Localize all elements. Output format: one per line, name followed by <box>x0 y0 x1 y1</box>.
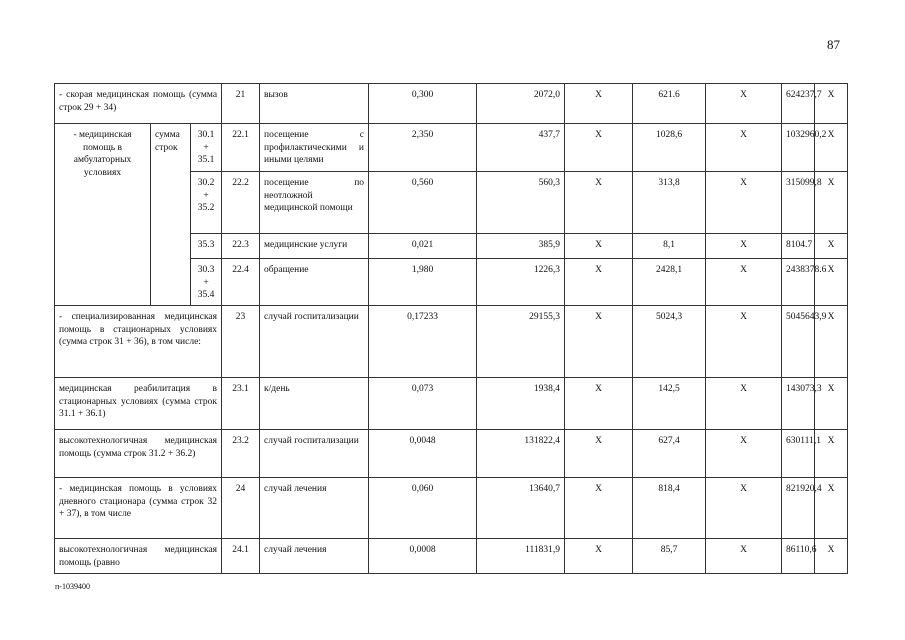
value-cell: 560,3 <box>477 172 565 234</box>
value-cell: 2438378.6 <box>782 259 815 306</box>
x-mark: X <box>565 124 633 172</box>
source-lines: 30.3 + 35.4 <box>191 259 222 306</box>
value-cell: 1938,4 <box>477 378 565 430</box>
unit-cell: вызов <box>260 84 369 124</box>
x-mark: X <box>565 234 633 259</box>
value-cell: 143073,3 <box>782 378 815 430</box>
value-cell: 2428,1 <box>633 259 706 306</box>
row-name: высокотехнологичная медицинская помощь (сумма строк 31.2 + 36.2) <box>55 430 222 478</box>
x-mark: X <box>815 306 848 378</box>
unit-cell: случай госпитализации <box>260 430 369 478</box>
row-number: 23.1 <box>222 378 260 430</box>
source-lines: 35.3 <box>191 234 222 259</box>
value-cell: 142,5 <box>633 378 706 430</box>
row-number: 23 <box>222 306 260 378</box>
source-lines: 30.2 + 35.2 <box>191 172 222 234</box>
value-cell: 0,060 <box>369 478 477 539</box>
value-cell: 0,073 <box>369 378 477 430</box>
table-row <box>55 539 848 574</box>
unit-cell: обращение <box>260 259 369 306</box>
table-row <box>55 124 848 172</box>
x-mark: X <box>815 172 848 234</box>
x-mark: X <box>706 234 782 259</box>
value-cell: 624237,7 <box>782 84 815 124</box>
page-number: 87 <box>827 37 840 52</box>
row-number: 22.3 <box>222 234 260 259</box>
x-mark: X <box>815 124 848 172</box>
value-cell: 5024,3 <box>633 306 706 378</box>
x-mark: X <box>815 378 848 430</box>
value-cell: 8,1 <box>633 234 706 259</box>
value-cell: 437,7 <box>477 124 565 172</box>
value-cell: 86110,6 <box>782 539 815 574</box>
unit-cell: случай лечения <box>260 539 369 574</box>
x-mark: X <box>565 172 633 234</box>
value-cell: 111831,9 <box>477 539 565 574</box>
row-number: 22.2 <box>222 172 260 234</box>
value-cell: 630111,1 <box>782 430 815 478</box>
value-cell: 5045643,9 <box>782 306 815 378</box>
x-mark: X <box>706 172 782 234</box>
x-mark: X <box>815 478 848 539</box>
value-cell: 13640,7 <box>477 478 565 539</box>
unit-cell: медицинские услуги <box>260 234 369 259</box>
value-cell: 0,300 <box>369 84 477 124</box>
row-name: - специализированная медицинская помощь в стационарных условиях (сумма строк 31 + 36), в том числе: <box>55 306 222 378</box>
value-cell: 621.6 <box>633 84 706 124</box>
table-row <box>55 478 848 539</box>
value-cell: 2072,0 <box>477 84 565 124</box>
value-cell: 385,9 <box>477 234 565 259</box>
value-cell: 2,350 <box>369 124 477 172</box>
x-mark: X <box>565 306 633 378</box>
row-number: 21 <box>222 84 260 124</box>
row-number: 24 <box>222 478 260 539</box>
value-cell: 0,0008 <box>369 539 477 574</box>
table-row <box>55 84 848 124</box>
x-mark: X <box>706 259 782 306</box>
x-mark: X <box>815 84 848 124</box>
value-cell: 313,8 <box>633 172 706 234</box>
value-cell: 29155,3 <box>477 306 565 378</box>
x-mark: X <box>706 378 782 430</box>
value-cell: 0,0048 <box>369 430 477 478</box>
medical-care-table <box>54 83 848 574</box>
row-number: 24.1 <box>222 539 260 574</box>
x-mark: X <box>815 234 848 259</box>
x-mark: X <box>706 478 782 539</box>
unit-cell: случай лечения <box>260 478 369 539</box>
table-row <box>55 378 848 430</box>
row-name: высокотехнологичная медицинская помощь (равно <box>55 539 222 574</box>
value-cell: 0,021 <box>369 234 477 259</box>
source-lines: 30.1 + 35.1 <box>191 124 222 172</box>
x-mark: X <box>815 539 848 574</box>
x-mark: X <box>815 259 848 306</box>
x-mark: X <box>565 478 633 539</box>
x-mark: X <box>565 259 633 306</box>
value-cell: 8104.7 <box>782 234 815 259</box>
x-mark: X <box>706 539 782 574</box>
value-cell: 0,17233 <box>369 306 477 378</box>
row-name: - скорая медицинская помощь (сумма строк 29 + 34) <box>55 84 222 124</box>
unit-cell: случай госпитализации <box>260 306 369 378</box>
x-mark: X <box>706 306 782 378</box>
row-name: - медицинская помощь в амбулаторных условиях <box>55 124 151 306</box>
x-mark: X <box>565 539 633 574</box>
value-cell: 1032960,2 <box>782 124 815 172</box>
value-cell: 1226,3 <box>477 259 565 306</box>
value-cell: 1028,6 <box>633 124 706 172</box>
value-cell: 85,7 <box>633 539 706 574</box>
unit-cell: к/день <box>260 378 369 430</box>
x-mark: X <box>706 430 782 478</box>
row-name: медицинская реабилитация в стационарных условиях (сумма строк 31.1 + 36.1) <box>55 378 222 430</box>
document-code: п-1039400 <box>55 582 90 591</box>
row-number: 22.4 <box>222 259 260 306</box>
value-cell: 1,980 <box>369 259 477 306</box>
x-mark: X <box>565 378 633 430</box>
x-mark: X <box>815 430 848 478</box>
unit-cell: посещение с профилактическими и иными целями <box>260 124 369 172</box>
x-mark: X <box>565 84 633 124</box>
value-cell: 0,560 <box>369 172 477 234</box>
row-name: - медицинская помощь в условиях дневного стационара (сумма строк 32 + 37), в том числе <box>55 478 222 539</box>
table-row <box>55 306 848 378</box>
row-number: 23.2 <box>222 430 260 478</box>
row-number: 22.1 <box>222 124 260 172</box>
value-cell: 818,4 <box>633 478 706 539</box>
table-row <box>55 430 848 478</box>
sum-label: сумма строк <box>151 124 191 306</box>
x-mark: X <box>706 84 782 124</box>
value-cell: 821920,4 <box>782 478 815 539</box>
x-mark: X <box>706 124 782 172</box>
value-cell: 131822,4 <box>477 430 565 478</box>
unit-cell: посещение по неотложной медицинской помощи <box>260 172 369 234</box>
value-cell: 627,4 <box>633 430 706 478</box>
value-cell: 315099,8 <box>782 172 815 234</box>
x-mark: X <box>565 430 633 478</box>
